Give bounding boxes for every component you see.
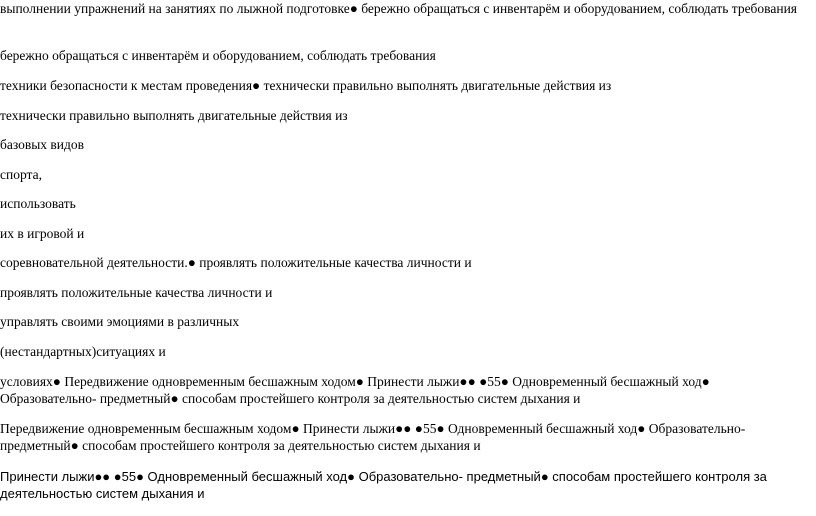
paragraph-1: выполнении упражнений на занятиях по лыжной подготовке● бережно обращаться с инвентарём и оборудованием, соблюдать требования xyxy=(0,1,798,16)
paragraph-11: управлять своими эмоциями в различных xyxy=(0,314,240,329)
paragraph-5: базовых видов xyxy=(0,137,85,152)
paragraph-7: использовать xyxy=(0,196,76,211)
paragraph-13: условиях● Передвижение одновременным бесшажным ходом● Принести лыжи●● ●55● Одновременный бесшажный ход● Образовательно- предметный● способам простейшего контроля за деятельностью систем дыхания и xyxy=(0,374,710,406)
paragraph-6: спорта, xyxy=(0,167,42,182)
paragraph-15: Принести лыжи●● ●55● Одновременный бесшажный ход● Образовательно- предметный● способам простейшего контроля за деятельностью систем дыхания и xyxy=(0,469,767,501)
paragraph-2: бережно обращаться с инвентарём и оборудованием, соблюдать требования xyxy=(0,48,436,63)
paragraph-8: их в игровой и xyxy=(0,226,85,241)
paragraph-12: (нестандартных)ситуациях и xyxy=(0,344,166,359)
paragraph-14: Передвижение одновременным бесшажным ходом● Принести лыжи●● ●55● Одновременный бесшажный ход● Образовательно-предметный● способам простейшего контроля за деятельностью систем дыхания и xyxy=(0,421,746,453)
paragraph-3: техники безопасности к местам проведения● технически правильно выполнять двигательные действия из xyxy=(0,78,612,93)
paragraph-9: соревновательной деятельности.● проявлять положительные качества личности и xyxy=(0,255,472,270)
paragraph-4: технически правильно выполнять двигательные действия из xyxy=(0,108,348,123)
paragraph-10: проявлять положительные качества личности и xyxy=(0,285,273,300)
